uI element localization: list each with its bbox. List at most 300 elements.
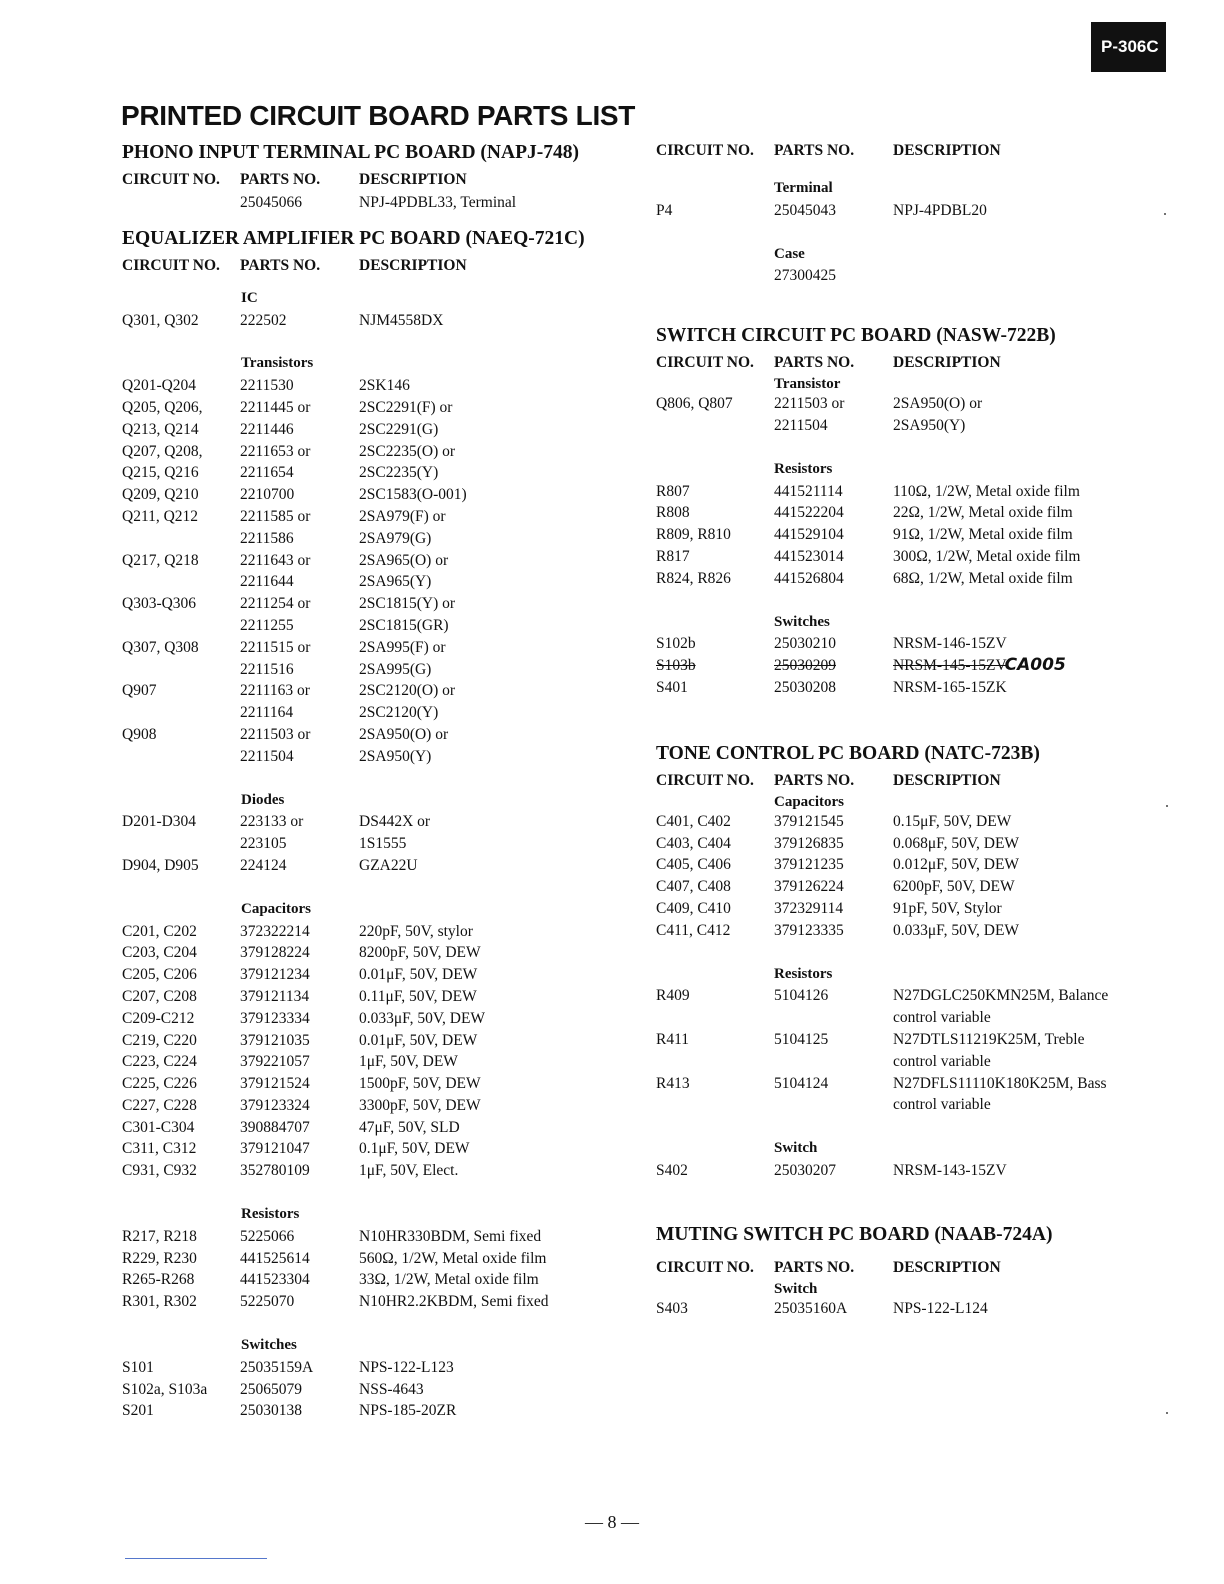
description-cell: GZA22U <box>359 856 418 874</box>
description-cell: 2SC2291(F) or <box>359 398 453 416</box>
table-row <box>656 393 1176 415</box>
parts-no-cell: 2211654 <box>240 464 294 482</box>
table-row <box>656 524 1176 546</box>
circuit-no-cell: Q207, Q208, <box>122 442 203 460</box>
circuit-no-cell <box>656 1094 774 1116</box>
diode-rows <box>122 811 622 876</box>
description-cell: 0.01μF, 50V, DEW <box>359 1031 478 1049</box>
table-row-deleted <box>656 655 1176 677</box>
table-row <box>656 568 1176 590</box>
description-cell: 300Ω, 1/2W, Metal oxide film <box>893 547 1081 565</box>
parts-no-cell: 352780109 <box>240 1162 310 1180</box>
table-row <box>122 964 622 986</box>
parts-no-cell: 379121234 <box>240 966 310 984</box>
circuit-no-cell <box>656 1051 774 1073</box>
table-row <box>656 898 1176 920</box>
description-cell: NSS-4643 <box>359 1380 424 1398</box>
table-row <box>122 1248 622 1270</box>
description-cell: 1μF, 50V, Elect. <box>359 1162 459 1180</box>
parts-no-cell: 2211515 or <box>240 638 311 656</box>
switch-transistor-rows <box>656 393 1176 437</box>
circuit-no-cell <box>122 833 240 855</box>
table-row <box>656 1298 1176 1320</box>
circuit-no-cell: D904, D905 <box>122 856 199 874</box>
column-headers <box>122 168 622 192</box>
description-cell: 220pF, 50V, stylor <box>359 922 473 940</box>
circuit-no-cell: R809, R810 <box>656 526 731 544</box>
description-cell: 2SA979(F) or <box>359 507 446 525</box>
table-row <box>122 528 622 550</box>
parts-no-cell: 2211503 or <box>240 725 311 743</box>
parts-no-cell: 2211585 or <box>240 507 311 525</box>
table-row <box>122 942 622 964</box>
parts-no-cell: 379126835 <box>774 834 844 852</box>
parts-no-cell: 25035159A <box>240 1358 314 1376</box>
page-tab: P-306C <box>1091 22 1166 72</box>
parts-no-cell: 2211504 <box>240 747 294 765</box>
header-circuit-no: CIRCUIT NO. <box>122 256 220 274</box>
header-parts-no: PARTS NO. <box>240 256 321 274</box>
description-cell: 0.033μF, 50V, DEW <box>893 921 1020 939</box>
table-row <box>122 855 622 877</box>
table-row <box>656 1160 1176 1182</box>
description-cell: 2SC1815(GR) <box>359 616 449 634</box>
circuit-no-cell: R807 <box>656 482 690 500</box>
parts-no-cell: 379126224 <box>774 878 844 896</box>
description-cell: 2SC2235(O) or <box>359 442 456 460</box>
parts-no-cell: 2211255 <box>240 616 294 634</box>
description-cell: control variable <box>893 1009 991 1027</box>
circuit-no-cell: R217, R218 <box>122 1227 197 1245</box>
group-label-transistor: Transistor <box>774 376 841 393</box>
table-row <box>122 1095 622 1117</box>
parts-no-cell: 441526804 <box>774 569 844 587</box>
table-row <box>122 1030 622 1052</box>
header-circuit-no: CIRCUIT NO. <box>656 142 754 159</box>
description-cell: N27DGLC250KMN25M, Balance <box>893 987 1109 1005</box>
table-row <box>122 1379 622 1401</box>
header-description: DESCRIPTION <box>893 771 1001 789</box>
header-parts-no: PARTS NO. <box>240 171 321 188</box>
parts-no-cell: 379121235 <box>774 856 844 874</box>
parts-no-cell: 223133 or <box>240 813 304 831</box>
circuit-no-cell: R301, R302 <box>122 1293 197 1311</box>
circuit-no-cell: C225, C226 <box>122 1075 197 1093</box>
circuit-no-cell: Q201-Q204 <box>122 377 197 395</box>
description-cell: 2SA995(G) <box>359 660 432 678</box>
table-row <box>122 680 622 702</box>
circuit-no-cell: C201, C202 <box>122 922 197 940</box>
circuit-no-cell: R229, R230 <box>122 1249 197 1267</box>
table-row <box>122 1269 622 1291</box>
parts-no-cell: 2211164 <box>240 704 294 722</box>
description-cell: 2SA950(O) or <box>359 725 449 743</box>
description-cell: 68Ω, 1/2W, Metal oxide film <box>893 569 1073 587</box>
table-row <box>122 310 622 332</box>
circuit-no-cell: Q215, Q216 <box>122 464 199 482</box>
table-row <box>122 484 622 506</box>
table-row <box>122 833 622 855</box>
table-row <box>122 615 622 637</box>
table-row <box>656 1094 1176 1116</box>
header-parts-no: PARTS NO. <box>774 142 855 159</box>
description-cell: 2SA950(O) or <box>893 395 983 413</box>
parts-no-cell: 5225070 <box>240 1293 295 1311</box>
circuit-no-cell: C205, C206 <box>122 966 197 984</box>
group-label-resistors: Resistors <box>241 1206 300 1223</box>
switch-rows <box>122 1357 622 1422</box>
group-label-switches: Switches <box>241 1337 297 1354</box>
header-circuit-no: CIRCUIT NO. <box>122 171 220 188</box>
transistor-rows <box>122 375 622 767</box>
table-row <box>656 1073 1176 1095</box>
circuit-no-cell: C411, C412 <box>656 921 731 939</box>
description-cell: N27DTLS11219K25M, Treble <box>893 1030 1085 1048</box>
tone-control-board-title: TONE CONTROL PC BOARD (NATC-723B) <box>656 742 1040 764</box>
description-cell: 22Ω, 1/2W, Metal oxide film <box>893 504 1073 522</box>
parts-no-cell: 379121134 <box>240 987 310 1005</box>
table-row <box>122 1117 622 1139</box>
description-cell: DS442X or <box>359 813 431 831</box>
circuit-no-cell: C311, C312 <box>122 1140 197 1158</box>
table-row <box>656 1029 1176 1051</box>
deleted-circuit-no: S103b <box>656 657 696 675</box>
parts-no-cell: 223105 <box>240 835 287 853</box>
circuit-no-cell <box>122 615 240 637</box>
circuit-no-cell: C219, C220 <box>122 1031 197 1049</box>
tone-capacitor-rows <box>656 811 1176 942</box>
table-row <box>122 506 622 528</box>
table-row <box>122 1357 622 1379</box>
table-row <box>122 724 622 746</box>
circuit-no-cell: R411 <box>656 1030 690 1048</box>
circuit-no-cell: Q213, Q214 <box>122 420 199 438</box>
circuit-no-cell: C931, C932 <box>122 1162 197 1180</box>
table-row <box>122 550 622 572</box>
parts-no-cell: 2211446 <box>240 420 294 438</box>
parts-no-cell: 379121524 <box>240 1075 310 1093</box>
description-cell: 8200pF, 50V, DEW <box>359 944 481 962</box>
description-cell: 2SC1815(Y) or <box>359 595 456 613</box>
capacitor-rows <box>122 921 622 1183</box>
description-cell: N27DFLS11110K180K25M, Bass <box>893 1074 1107 1092</box>
phono-board-title: PHONO INPUT TERMINAL PC BOARD (NAPJ-748) <box>122 142 579 163</box>
group-label-case: Case <box>774 245 805 262</box>
circuit-no-cell <box>656 415 774 437</box>
switch-resistor-rows <box>656 481 1176 590</box>
circuit-no-cell: C409, C410 <box>656 899 731 917</box>
circuit-no-cell: P4 <box>656 201 673 219</box>
description-cell: 0.033μF, 50V, DEW <box>359 1009 486 1027</box>
circuit-no-cell: S101 <box>122 1358 154 1376</box>
description-cell: control variable <box>893 1096 991 1114</box>
parts-no-cell: 441522204 <box>774 504 844 522</box>
phono-rows <box>122 192 622 214</box>
header-circuit-no: CIRCUIT NO. <box>656 771 754 789</box>
description-cell: 2SC1583(O-001) <box>359 486 467 504</box>
table-row <box>122 921 622 943</box>
description-cell: 2SC2120(O) or <box>359 682 456 700</box>
circuit-no-cell: C207, C208 <box>122 987 197 1005</box>
circuit-no-cell: Q217, Q218 <box>122 551 199 569</box>
parts-no-cell: 379123335 <box>774 921 844 939</box>
table-row <box>656 546 1176 568</box>
tone-resistor-rows <box>656 985 1176 1116</box>
parts-no-cell: 25030207 <box>774 1161 836 1179</box>
table-row <box>656 1051 1176 1073</box>
table-row <box>122 1008 622 1030</box>
description-cell: NJM4558DX <box>359 311 444 329</box>
header-description: DESCRIPTION <box>359 171 467 188</box>
description-cell: 2SA995(F) or <box>359 638 446 656</box>
description-cell: 3300pF, 50V, DEW <box>359 1096 481 1114</box>
description-cell: N10HR330BDM, Semi fixed <box>359 1227 542 1245</box>
description-cell: 0.01μF, 50V, DEW <box>359 966 478 984</box>
table-row <box>656 920 1176 942</box>
table-row <box>122 375 622 397</box>
description-cell: N10HR2.2KBDM, Semi fixed <box>359 1293 549 1311</box>
group-label-terminal: Terminal <box>774 180 833 196</box>
table-row <box>122 571 622 593</box>
table-row <box>122 746 622 768</box>
column-headers <box>122 254 622 278</box>
page-title: PRINTED CIRCUIT BOARD PARTS LIST <box>121 100 636 131</box>
group-label-switch: Switch <box>774 1140 818 1157</box>
circuit-no-cell: R817 <box>656 547 690 565</box>
description-cell: 1500pF, 50V, DEW <box>359 1075 481 1093</box>
description-cell: 0.012μF, 50V, DEW <box>893 856 1020 874</box>
description-cell: 2SC2291(G) <box>359 420 439 438</box>
description-cell: 2SA950(Y) <box>359 747 432 765</box>
circuit-no-cell: Q301, Q302 <box>122 311 199 329</box>
circuit-no-cell: S402 <box>656 1161 688 1179</box>
description-cell: NPS-122-L124 <box>893 1299 988 1317</box>
description-cell: 1μF, 50V, DEW <box>359 1053 458 1071</box>
description-cell: 0.068μF, 50V, DEW <box>893 834 1020 852</box>
circuit-no-cell <box>656 1007 774 1029</box>
header-circuit-no: CIRCUIT NO. <box>656 354 754 372</box>
parts-no-cell: 25065079 <box>240 1380 302 1398</box>
parts-no-cell: 441523304 <box>240 1271 310 1289</box>
description-cell: NPJ-4PDBL20 <box>893 201 987 219</box>
parts-no-cell: 5225066 <box>240 1227 295 1245</box>
parts-no-cell: 379121047 <box>240 1140 310 1158</box>
circuit-no-cell: R808 <box>656 504 690 522</box>
table-row <box>656 876 1176 898</box>
description-cell: 2SA965(Y) <box>359 573 432 591</box>
description-cell: 560Ω, 1/2W, Metal oxide film <box>359 1249 547 1267</box>
description-cell: 91Ω, 1/2W, Metal oxide film <box>893 526 1073 544</box>
group-label-transistors: Transistors <box>241 355 314 372</box>
description-cell: 2SA965(O) or <box>359 551 449 569</box>
description-cell: 2SA979(G) <box>359 529 432 547</box>
header-description: DESCRIPTION <box>359 256 467 274</box>
circuit-no-cell: Q307, Q308 <box>122 638 199 656</box>
circuit-no-cell: C301-C304 <box>122 1118 195 1136</box>
circuit-no-cell: C209-C212 <box>122 1009 195 1027</box>
table-row <box>122 1400 622 1422</box>
parts-no-cell: 441525614 <box>240 1249 310 1267</box>
parts-no-cell: 2211445 or <box>240 398 311 416</box>
circuit-no-cell: R413 <box>656 1074 690 1092</box>
table-row <box>656 481 1176 503</box>
muting-switch-rows <box>656 1298 1176 1320</box>
parts-no-cell: 2211254 or <box>240 595 311 613</box>
circuit-no-cell: C203, C204 <box>122 944 197 962</box>
circuit-no-cell: Q211, Q212 <box>122 507 199 525</box>
header-circuit-no: CIRCUIT NO. <box>656 1258 754 1276</box>
circuit-no-cell <box>122 702 240 724</box>
parts-no-cell: 5104124 <box>774 1074 829 1092</box>
table-row <box>656 854 1176 876</box>
parts-no-cell: 2211504 <box>774 416 828 434</box>
circuit-no-cell: C227, C228 <box>122 1096 197 1114</box>
table-row <box>122 397 622 419</box>
table-row <box>122 593 622 615</box>
case-part-no: 27300425 <box>774 267 836 285</box>
parts-no-cell: 25030138 <box>240 1402 302 1420</box>
parts-no-cell: 2211530 <box>240 377 294 395</box>
circuit-no-cell: S102a, S103a <box>122 1380 208 1398</box>
table-row <box>122 419 622 441</box>
circuit-no-cell: C223, C224 <box>122 1053 197 1071</box>
parts-no-cell: 222502 <box>240 311 287 329</box>
circuit-no-cell: S201 <box>122 1402 154 1420</box>
table-row <box>122 702 622 724</box>
table-row <box>122 462 622 484</box>
parts-no-cell: 379121035 <box>240 1031 310 1049</box>
group-label-ic: IC <box>241 289 258 306</box>
circuit-no-cell: Q209, Q210 <box>122 486 199 504</box>
circuit-no-cell <box>122 192 240 214</box>
header-parts-no: PARTS NO. <box>774 354 855 372</box>
parts-no-cell: 5104126 <box>774 987 829 1005</box>
table-row <box>122 637 622 659</box>
parts-no-cell: 25045066 <box>240 194 302 211</box>
table-row: S401 25030208 NRSM-165-15ZK <box>656 678 1007 696</box>
group-label-switch: Switch <box>774 1280 818 1297</box>
circuit-no-cell: C401, C402 <box>656 812 731 830</box>
circuit-no-cell: C405, C406 <box>656 856 731 874</box>
circuit-no-cell: Q806, Q807 <box>656 395 733 413</box>
table-row <box>656 502 1176 524</box>
circuit-no-cell: R265-R268 <box>122 1271 195 1289</box>
case-row <box>656 265 1176 287</box>
table-row <box>122 659 622 681</box>
header-description: DESCRIPTION <box>893 354 1001 372</box>
parts-no-cell: 2211163 or <box>240 682 310 700</box>
table-row <box>656 811 1176 833</box>
table-row <box>656 415 1176 437</box>
footer-rule <box>125 1558 267 1559</box>
table-row <box>122 811 622 833</box>
description-cell: 110Ω, 1/2W, Metal oxide film <box>893 482 1080 500</box>
table-row <box>122 1160 622 1182</box>
switch-circuit-board-title: SWITCH CIRCUIT PC BOARD (NASW-722B) <box>656 325 1056 347</box>
header-description: DESCRIPTION <box>893 1258 1001 1276</box>
circuit-no-cell: S403 <box>656 1299 688 1317</box>
table-row <box>122 1226 622 1248</box>
deleted-part-no: 25030209 <box>774 657 836 675</box>
description-cell: 0.1μF, 50V, DEW <box>359 1140 470 1158</box>
description-cell: 1S1555 <box>359 835 407 853</box>
description-cell: 2SC2235(Y) <box>359 464 439 482</box>
description-cell: NPS-185-20ZR <box>359 1402 457 1420</box>
parts-no-cell: 379123324 <box>240 1096 310 1114</box>
group-label-capacitors: Capacitors <box>241 900 311 917</box>
parts-no-cell <box>774 1051 893 1073</box>
group-label-diodes: Diodes <box>241 791 285 808</box>
circuit-no-cell <box>122 659 240 681</box>
parts-no-cell: 224124 <box>240 856 287 874</box>
handwritten-note: CA005 <box>1004 655 1066 676</box>
parts-no-cell: 2211503 or <box>774 395 845 413</box>
parts-no-cell: 390884707 <box>240 1118 310 1136</box>
description-cell: NPJ-4PDBL33, Terminal <box>359 194 517 211</box>
description-cell: 2SC2120(Y) <box>359 704 439 722</box>
table-row: S102b 25030210 NRSM-146-15ZV <box>656 635 1007 653</box>
circuit-no-cell <box>122 571 240 593</box>
parts-no-cell: 372329114 <box>774 899 844 917</box>
equalizer-board-title: EQUALIZER AMPLIFIER PC BOARD (NAEQ-721C) <box>122 227 585 249</box>
description-cell: control variable <box>893 1052 991 1070</box>
group-label-resistors: Resistors <box>774 460 833 477</box>
parts-no-cell: 441529104 <box>774 526 844 544</box>
circuit-no-cell: R824, R826 <box>656 569 731 587</box>
table-row <box>122 1291 622 1313</box>
table-row <box>122 1138 622 1160</box>
column-headers <box>656 769 1176 793</box>
parts-no-cell: 2211516 <box>240 660 294 678</box>
table-row <box>656 833 1176 855</box>
circuit-no-cell: Q205, Q206, <box>122 398 203 416</box>
group-label-capacitors: Capacitors <box>774 793 844 810</box>
circuit-no-cell: C403, C404 <box>656 834 731 852</box>
description-cell: 2SA950(Y) <box>893 416 966 434</box>
table-row <box>122 192 622 214</box>
parts-no-cell: 379221057 <box>240 1053 310 1071</box>
parts-no-cell: 5104125 <box>774 1030 829 1048</box>
table-row <box>122 441 622 463</box>
parts-no-cell: 25045043 <box>774 201 836 219</box>
description-cell: 47μF, 50V, SLD <box>359 1118 460 1136</box>
circuit-no-cell: D201-D304 <box>122 813 197 831</box>
circuit-no-cell <box>122 528 240 550</box>
description-cell: 33Ω, 1/2W, Metal oxide film <box>359 1271 539 1289</box>
description-cell: 0.11μF, 50V, DEW <box>359 987 477 1005</box>
header-parts-no: PARTS NO. <box>774 771 855 789</box>
parts-no-cell <box>774 1094 893 1116</box>
table-row <box>656 200 1176 222</box>
header-parts-no: PARTS NO. <box>774 1258 855 1276</box>
parts-no-cell: 441523014 <box>774 547 844 565</box>
scan-speck <box>1166 805 1168 807</box>
table-row <box>122 1051 622 1073</box>
parts-no-cell: 379128224 <box>240 944 310 962</box>
tone-switch-rows <box>656 1160 1176 1182</box>
parts-no-cell: 372322214 <box>240 922 310 940</box>
circuit-no-cell: Q908 <box>122 725 157 743</box>
description-cell: NPS-122-L123 <box>359 1358 454 1376</box>
page-number: — 8 — <box>585 1512 639 1532</box>
column-headers <box>656 1256 1176 1280</box>
parts-no-cell: 2211643 or <box>240 551 311 569</box>
table-row <box>122 1073 622 1095</box>
parts-no-cell: 25035160A <box>774 1299 848 1317</box>
header-description: DESCRIPTION <box>893 142 1001 159</box>
description-cell: 6200pF, 50V, DEW <box>893 878 1015 896</box>
circuit-no-cell <box>122 746 240 768</box>
